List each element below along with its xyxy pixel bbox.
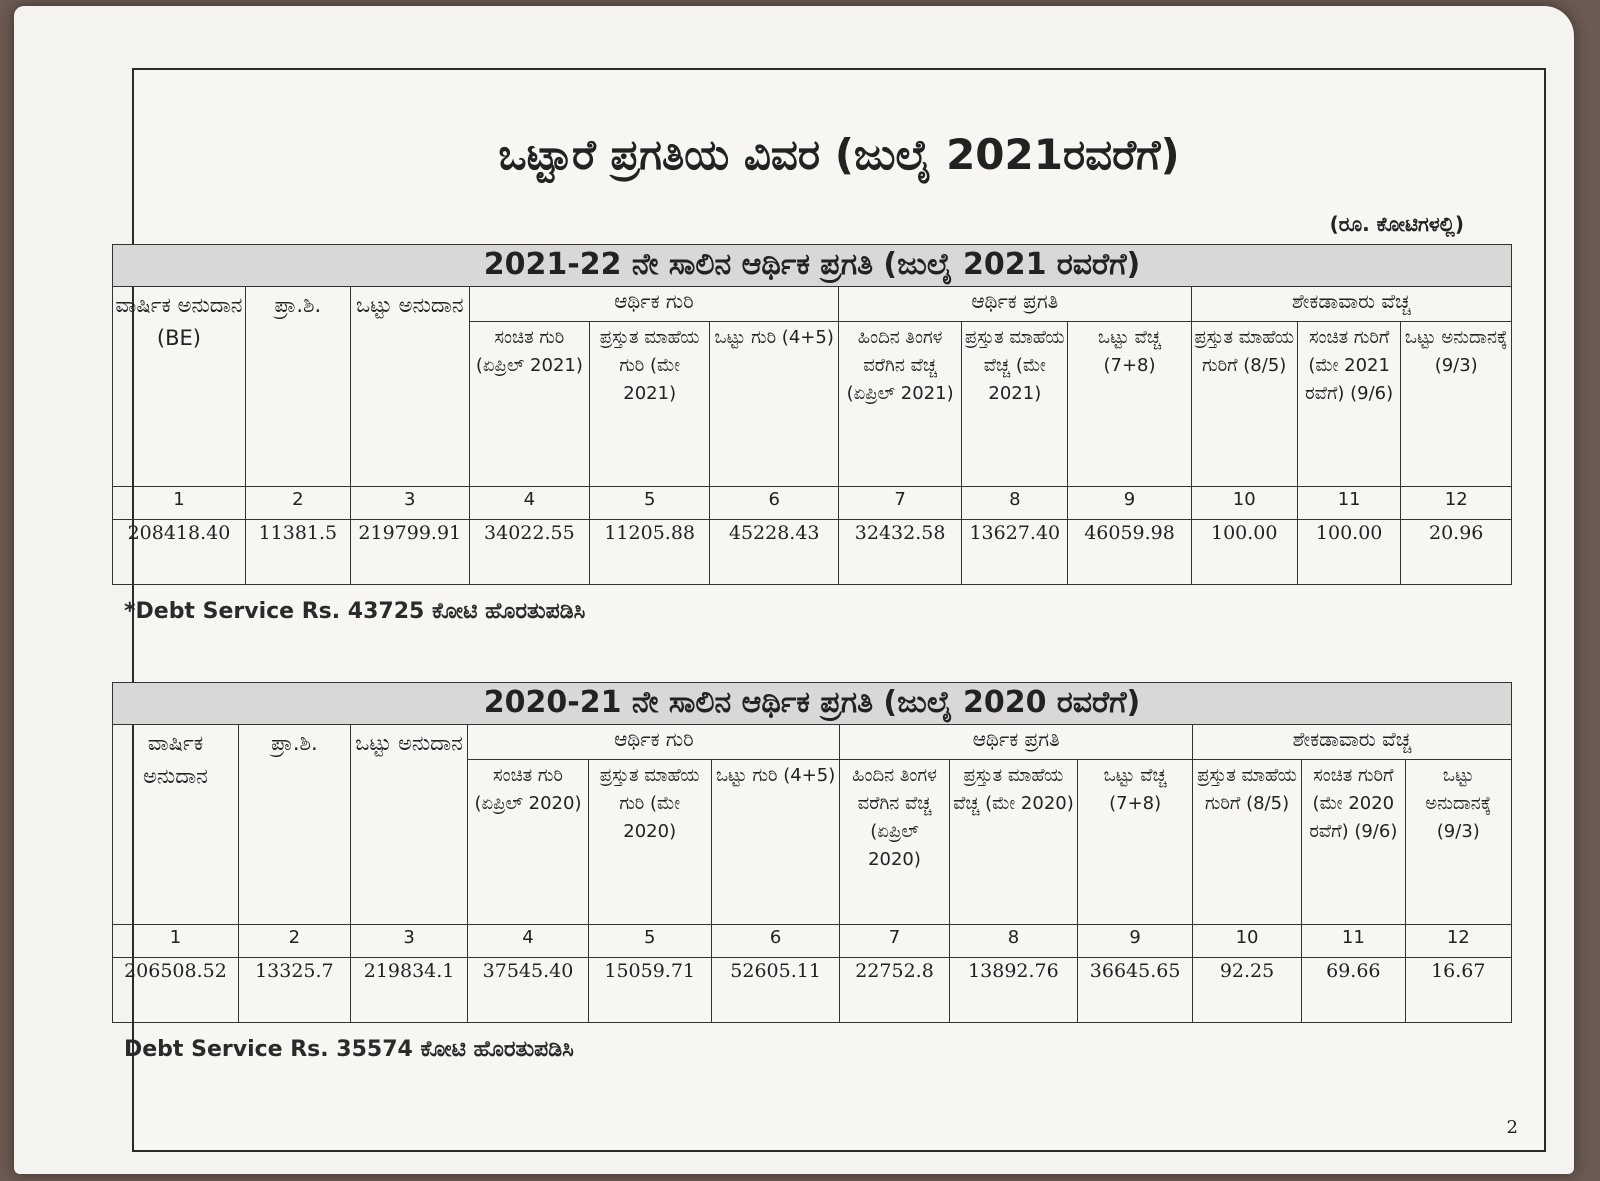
- table-cell: 52605.11: [711, 958, 840, 1023]
- column-number-row: [113, 925, 1512, 958]
- column-number: 12: [1405, 925, 1511, 958]
- progress-section-2020-21: [112, 682, 1512, 1062]
- table-cell: 45228.43: [710, 520, 839, 585]
- column-number: 10: [1192, 925, 1301, 958]
- table-cell: 13325.7: [238, 958, 350, 1023]
- report-frame: [115, 68, 1546, 1152]
- group-header-target: ಆರ್ಥಿಕ ಗುರಿ: [469, 287, 838, 322]
- column-header: ಸಂಚಿತ ಗುರಿ (ಏಪ್ರಿಲ್ 2021): [469, 322, 589, 487]
- table-cell: 100.00: [1297, 520, 1401, 585]
- column-header: ಪ್ರಸ್ತುತ ಮಾಹೆಯ ಗುರಿ (ಮೇ 2020): [588, 760, 711, 925]
- section-heading: 2020-21 ನೇ ಸಾಲಿನ ಆರ್ಥಿಕ ಪ್ರಗತಿ (ಜುಲೈ 2020 ರವರೆಗೆ): [112, 682, 1512, 724]
- column-header: ಹಿಂದಿನ ತಿಂಗಳ ವರೆಗಿನ ವೆಚ್ಚ (ಏಪ್ರಿಲ್ 2020): [840, 760, 949, 925]
- column-number: 2: [245, 487, 350, 520]
- table-cell: 13892.76: [949, 958, 1078, 1023]
- table-cell: 34022.55: [469, 520, 589, 585]
- column-number: 8: [962, 487, 1068, 520]
- progress-table: [112, 724, 1512, 1023]
- column-header: ಒಟ್ಟು ಗುರಿ (4+5): [711, 760, 840, 925]
- table-cell: 206508.52: [113, 958, 239, 1023]
- column-number: 2: [238, 925, 350, 958]
- page-title: ಒಟ್ಟಾರೆ ಪ್ರಗತಿಯ ವಿವರ (ಜುಲೈ 2021ರವರೆಗೆ): [498, 130, 1180, 179]
- group-header-target: ಆರ್ಥಿಕ ಗುರಿ: [468, 725, 840, 760]
- column-header: ಪ್ರಸ್ತುತ ಮಾಹೆಯ ಗುರಿಗೆ (8/5): [1191, 322, 1297, 487]
- column-header: ಸಂಚಿತ ಗುರಿಗೆ (ಮೇ 2021 ರವೆಗೆ) (9/6): [1297, 322, 1401, 487]
- table-cell: 11381.5: [245, 520, 350, 585]
- table-cell: 46059.98: [1068, 520, 1191, 585]
- progress-table: [112, 286, 1512, 585]
- page-number: 2: [1506, 1117, 1518, 1138]
- group-header-row: [113, 725, 1512, 760]
- footnote: Debt Service Rs. 35574 ಕೋಟಿ ಹೊರತುಪಡಿಸಿ: [124, 1037, 574, 1062]
- column-number: 3: [350, 487, 469, 520]
- column-header: ಸಂಚಿತ ಗುರಿ (ಏಪ್ರಿಲ್ 2020): [468, 760, 588, 925]
- column-number-row: [113, 487, 1512, 520]
- column-header: ಒಟ್ಟು ಗುರಿ (4+5): [710, 322, 839, 487]
- table-cell: 219834.1: [350, 958, 468, 1023]
- group-header-percent: ಶೇಕಡಾವಾರು ವೆಚ್ಚ: [1191, 287, 1511, 322]
- table-cell: 20.96: [1401, 520, 1512, 585]
- column-header: ಪ್ರಾ.ಶಿ.: [245, 287, 350, 487]
- column-number: 1: [113, 487, 246, 520]
- column-header: ಒಟ್ಟು ಅನುದಾನ: [350, 287, 469, 487]
- column-header: ಒಟ್ಟು ಅನುದಾನಕ್ಕೆ (9/3): [1401, 322, 1512, 487]
- table-cell: 219799.91: [350, 520, 469, 585]
- column-number: 9: [1078, 925, 1193, 958]
- unit-note: (ರೂ. ಕೋಟಿಗಳಲ್ಲಿ): [1329, 212, 1464, 236]
- table-cell: 11205.88: [590, 520, 710, 585]
- data-row: [113, 520, 1512, 585]
- column-header: ಪ್ರಸ್ತುತ ಮಾಹೆಯ ಗುರಿಗೆ (8/5): [1192, 760, 1301, 925]
- column-number: 4: [468, 925, 588, 958]
- section-heading: 2021-22 ನೇ ಸಾಲಿನ ಆರ್ಥಿಕ ಪ್ರಗತಿ (ಜುಲೈ 2021 ರವರೆಗೆ): [112, 244, 1512, 286]
- group-header-progress: ಆರ್ಥಿಕ ಪ್ರಗತಿ: [839, 287, 1192, 322]
- table-cell: 100.00: [1191, 520, 1297, 585]
- column-number: 11: [1302, 925, 1406, 958]
- column-header: ಒಟ್ಟು ವೆಚ್ಚ (7+8): [1078, 760, 1193, 925]
- progress-section-2021-22: [112, 244, 1512, 624]
- column-number: 4: [469, 487, 589, 520]
- footnote: *Debt Service Rs. 43725 ಕೋಟಿ ಹೊರತುಪಡಿಸಿ: [124, 599, 586, 624]
- column-number: 10: [1191, 487, 1297, 520]
- column-number: 9: [1068, 487, 1191, 520]
- table-cell: 13627.40: [962, 520, 1068, 585]
- column-number: 1: [113, 925, 239, 958]
- document-page: [14, 6, 1574, 1174]
- column-number: 6: [711, 925, 840, 958]
- column-number: 6: [710, 487, 839, 520]
- column-number: 11: [1297, 487, 1401, 520]
- table-cell: 15059.71: [588, 958, 711, 1023]
- column-header: ವಾರ್ಷಿಕ ಅನುದಾನ: [113, 725, 239, 925]
- column-number: 5: [588, 925, 711, 958]
- column-header: ಪ್ರಸ್ತುತ ಮಾಹೆಯ ವೆಚ್ಚ (ಮೇ 2021): [962, 322, 1068, 487]
- table-cell: 69.66: [1302, 958, 1406, 1023]
- column-header: ಪ್ರಸ್ತುತ ಮಾಹೆಯ ವೆಚ್ಚ (ಮೇ 2020): [949, 760, 1078, 925]
- column-number: 7: [840, 925, 949, 958]
- column-header: ಒಟ್ಟು ಅನುದಾನಕ್ಕೆ (9/3): [1405, 760, 1511, 925]
- column-number: 7: [839, 487, 962, 520]
- column-number: 5: [590, 487, 710, 520]
- data-row: [113, 958, 1512, 1023]
- column-header: ಒಟ್ಟು ಅನುದಾನ: [350, 725, 468, 925]
- table-cell: 36645.65: [1078, 958, 1193, 1023]
- table-cell: 92.25: [1192, 958, 1301, 1023]
- column-number: 3: [350, 925, 468, 958]
- table-cell: 22752.8: [840, 958, 949, 1023]
- group-header-progress: ಆರ್ಥಿಕ ಪ್ರಗತಿ: [840, 725, 1193, 760]
- column-number: 8: [949, 925, 1078, 958]
- column-header: ಪ್ರಸ್ತುತ ಮಾಹೆಯ ಗುರಿ (ಮೇ 2021): [590, 322, 710, 487]
- table-cell: 208418.40: [113, 520, 246, 585]
- column-number: 12: [1401, 487, 1512, 520]
- column-header: ಸಂಚಿತ ಗುರಿಗೆ (ಮೇ 2020 ರವೆಗೆ) (9/6): [1302, 760, 1406, 925]
- column-header: ಒಟ್ಟು ವೆಚ್ಚ (7+8): [1068, 322, 1191, 487]
- group-header-percent: ಶೇಕಡಾವಾರು ವೆಚ್ಚ: [1192, 725, 1511, 760]
- table-cell: 16.67: [1405, 958, 1511, 1023]
- table-cell: 37545.40: [468, 958, 588, 1023]
- group-header-row: [113, 287, 1512, 322]
- column-header: ಹಿಂದಿನ ತಿಂಗಳ ವರೆಗಿನ ವೆಚ್ಚ (ಏಪ್ರಿಲ್ 2021): [839, 322, 962, 487]
- table-cell: 32432.58: [839, 520, 962, 585]
- column-header: ವಾರ್ಷಿಕ ಅನುದಾನ (BE): [113, 287, 246, 487]
- column-header: ಪ್ರಾ.ಶಿ.: [238, 725, 350, 925]
